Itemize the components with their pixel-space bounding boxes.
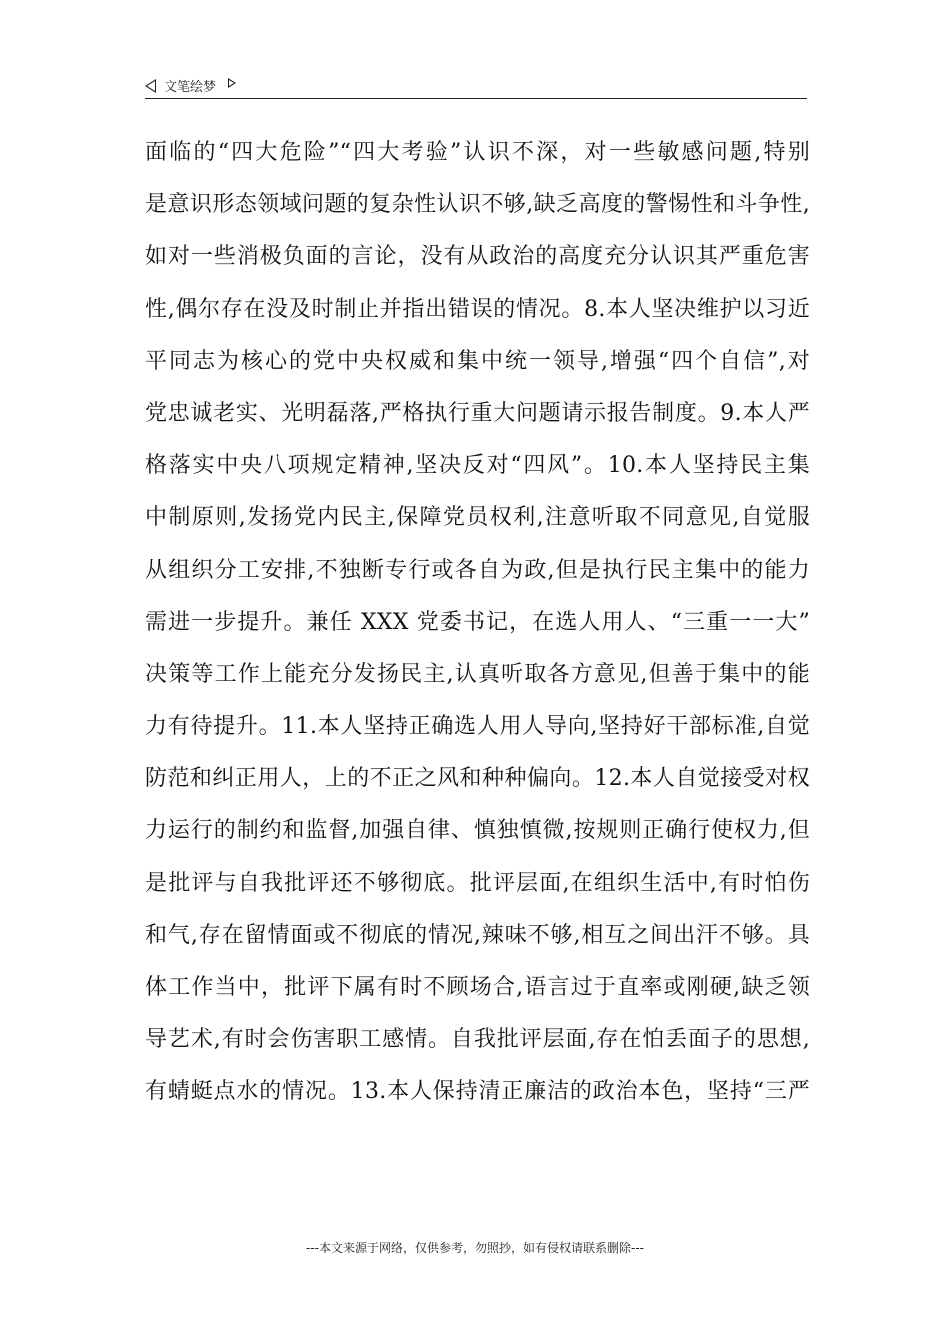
triangle-right-icon bbox=[228, 78, 236, 88]
body-line: 力有待提升。11.本人坚持正确选人用人导向,坚持好干部标准,自觉 bbox=[145, 714, 810, 740]
body-line: 体工作当中，批评下属有时不顾场合,语言过于直率或刚硬,缺乏领 bbox=[145, 975, 810, 1000]
body-line: 决策等工作上能充分发扬民主,认真听取各方意见,但善于集中的能 bbox=[145, 661, 810, 687]
header-title: 文笔绘梦 bbox=[164, 80, 217, 95]
body-line: 是批评与自我批评还不够彻底。批评层面,在组织生活中,有时怕伤 bbox=[145, 870, 810, 896]
body-line: 和气,存在留情面或不彻底的情况,辣味不够,相互之间出汗不够。具 bbox=[145, 922, 810, 948]
body-line: 格落实中央八项规定精神,坚决反对“四风”。10.本人坚持民主集 bbox=[145, 453, 810, 479]
body-line: 党忠诚老实、光明磊落,严格执行重大问题请示报告制度。9.本人严 bbox=[145, 400, 810, 426]
page-header bbox=[145, 72, 807, 99]
page-footer: ---本文来源于网络，仅供参考，勿照抄，如有侵权请联系删除--- bbox=[306, 1241, 644, 1255]
body-line: 是意识形态领域问题的复杂性认识不够,缺乏高度的警惕性和斗争性, bbox=[145, 192, 810, 218]
body-line: 如对一些消极负面的言论，没有从政治的高度充分认识其严重危害 bbox=[145, 244, 810, 270]
body-line: 从组织分工安排,不独断专行或各自为政,但是执行民主集中的能力 bbox=[145, 557, 810, 583]
body-line: 性,偶尔存在没及时制止并指出错误的情况。8.本人坚决维护以习近 bbox=[145, 296, 810, 322]
body-line: 平同志为核心的党中央权威和集中统一领导,增强“四个自信”,对 bbox=[145, 348, 810, 374]
body-line: 面临的“四大危险”“四大考验”认识不深，对一些敏感问题,特别 bbox=[145, 140, 810, 165]
body-line: 导艺术,有时会伤害职工感情。自我批评层面,存在怕丢面子的思想, bbox=[145, 1027, 810, 1053]
triangle-left-icon bbox=[145, 79, 156, 93]
body-line: 需进一步提升。兼任 XXX 党委书记，在选人用人、“三重一一大” bbox=[145, 609, 810, 635]
header-row bbox=[145, 76, 236, 95]
body-line: 防范和纠正用人，上的不正之风和种种偏向。12.本人自觉接受对权 bbox=[145, 766, 810, 792]
body-line: 中制原则,发扬党内民主,保障党员权利,注意听取不同意见,自觉服 bbox=[145, 505, 810, 531]
body-line: 有蜻蜓点水的情况。13.本人保持清正廉洁的政治本色，坚持“三严 bbox=[145, 1079, 810, 1105]
document-body bbox=[145, 133, 810, 1125]
body-line: 力运行的制约和监督,加强自律、慎独慎微,按规则正确行使权力,但 bbox=[145, 818, 810, 844]
